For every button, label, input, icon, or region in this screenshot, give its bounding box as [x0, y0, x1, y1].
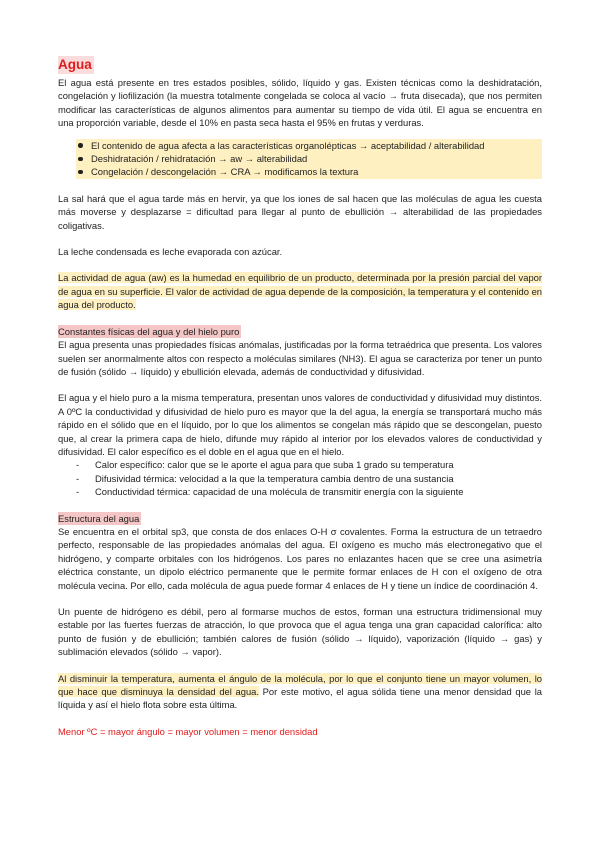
- bullet-icon: [78, 157, 83, 162]
- conclusion-line: Menor ºC = mayor ángulo = mayor volumen = menor densidad: [58, 725, 318, 737]
- dash-icon: -: [76, 486, 80, 498]
- list-item: - Conductividad térmica: capacidad de una molécula de transmitir energía con la siguiente: [76, 486, 464, 498]
- dash-icon: -: [76, 459, 80, 471]
- intro-paragraph: El agua está presente en tres estados posibles, sólido, líquido y gas. Existen técnicas como la deshidratación, congelación y liofilización (la muestra totalmente congelada se coloca al vacío → fruta disecada), que nos permiten modificar las características de algunos alimentos para aumentar su tiempo de vida útil. El agua se encuentra en una proporción variable, desde el 10% en pasta seca hasta el 95% en frutas y verduras.: [58, 77, 542, 129]
- list-item: - Calor específico: calor que se le aporte el agua para que suba 1 grado su temperatura: [76, 459, 454, 471]
- section-heading-constantes: Constantes físicas del agua y del hielo puro: [58, 325, 240, 337]
- estructura-paragraph-1: Se encuentra en el orbital sp3, que consta de dos enlaces O-H σ covalentes. Forma la estructura de un tetraedro perfecto, responsable de las propiedades anómalas del agua. El oxígeno es mucho más electronegativo que el hidrógeno, y comparte orbitales con los hidrógenos. Los pares no enlazantes hacen que se cree una asimetría eléctrica constante, un dipolo eléctrico permanente que le permite formar enlaces de H con el oxígeno de otra molécula vecina. Por ello, cada molécula de agua puede formar 4 enlaces de H y tiene un índice de coordinación 4.: [58, 525, 542, 591]
- estructura-paragraph-3: Al disminuir la temperatura, aumenta el ángulo de la molécula, por lo que el conjunto tiene un mayor volumen, lo que hace que disminuya la densidad del agua. Por este motivo, el agua sólida tiene una menor densidad que la líquida y así el hielo flota sobre esta última.: [58, 672, 542, 711]
- section-heading-estructura: Estructura del agua: [58, 512, 140, 524]
- list-item: Congelación / descongelación → CRA → modificamos la textura: [76, 165, 542, 178]
- constantes-paragraph-2: El agua y el hielo puro a la misma temperatura, presentan unos valores de conductividad y difusividad muy distintos. A 0ºC la conductividad y difusividad de hielo puro es mayor que la del agua, la energía se transportará mucho más rápido en el sólido que en el líquido, por lo que los alimentos se congelan más rápido que se descongelan, puesto que, al crear la primera capa de hielo, difunde muy rápido al interior por los elevados valores de conductividad y difusividad. El calor específico es el doble en el agua que en el hielo.: [58, 392, 542, 457]
- document-page: [58, 56, 542, 738]
- estructura-paragraph-2: Un puente de hidrógeno es débil, pero al formarse muchos de estos, forman una estructura tridimensional muy estable por las fuertes fuerzas de atracción, lo que provoca que el agua tenga una gran capacidad calorífica: alto punto de fusión y de ebullición; también calores de fusión (sólido → líquido), vaporización (líquido → gas) y sublimación elevados (sólido → vapor).: [58, 606, 542, 658]
- sal-paragraph: La sal hará que el agua tarde más en hervir, ya que los iones de sal hacen que las moléculas de agua les cuesta más moverse y desplazarse = dificultad para llegar al punto de ebullición → alterabilidad de las propiedades coligativas.: [58, 192, 542, 231]
- actividad-paragraph: La actividad de agua (aw) es la humedad en equilibrio de un producto, determinada por la presión parcial del vapor de agua en su superficie. El valor de actividad de agua depende de la composición, la temperatura y el contenido en agua del producto.: [58, 272, 542, 311]
- dash-icon: -: [76, 472, 80, 484]
- dash-list: [58, 458, 542, 498]
- list-item: El contenido de agua afecta a las características organolépticas → aceptabilidad / alterabilidad: [76, 139, 542, 152]
- page-title: Agua: [58, 57, 92, 72]
- constantes-paragraph-1: El agua presenta unas propiedades físicas anómalas, justificadas por la forma tetraédrica que presenta. Los valores suelen ser anormalmente altos con respecto a moléculas similares (NH3). El agua se caracteriza por tener un punto de fusión (sólido → líquido) y ebullición elevada, además de conductividad y difusividad.: [58, 339, 542, 377]
- list-item: - Difusividad térmica: velocidad a la que la temperatura cambia dentro de una sustancia: [76, 472, 454, 484]
- leche-paragraph: La leche condensada es leche evaporada con azúcar.: [58, 246, 283, 258]
- bullet-icon: [78, 170, 83, 175]
- bullet-icon: [78, 143, 83, 148]
- list-item: Deshidratación / rehidratación → aw → alterabilidad: [76, 152, 542, 165]
- bullet-list: [58, 139, 542, 179]
